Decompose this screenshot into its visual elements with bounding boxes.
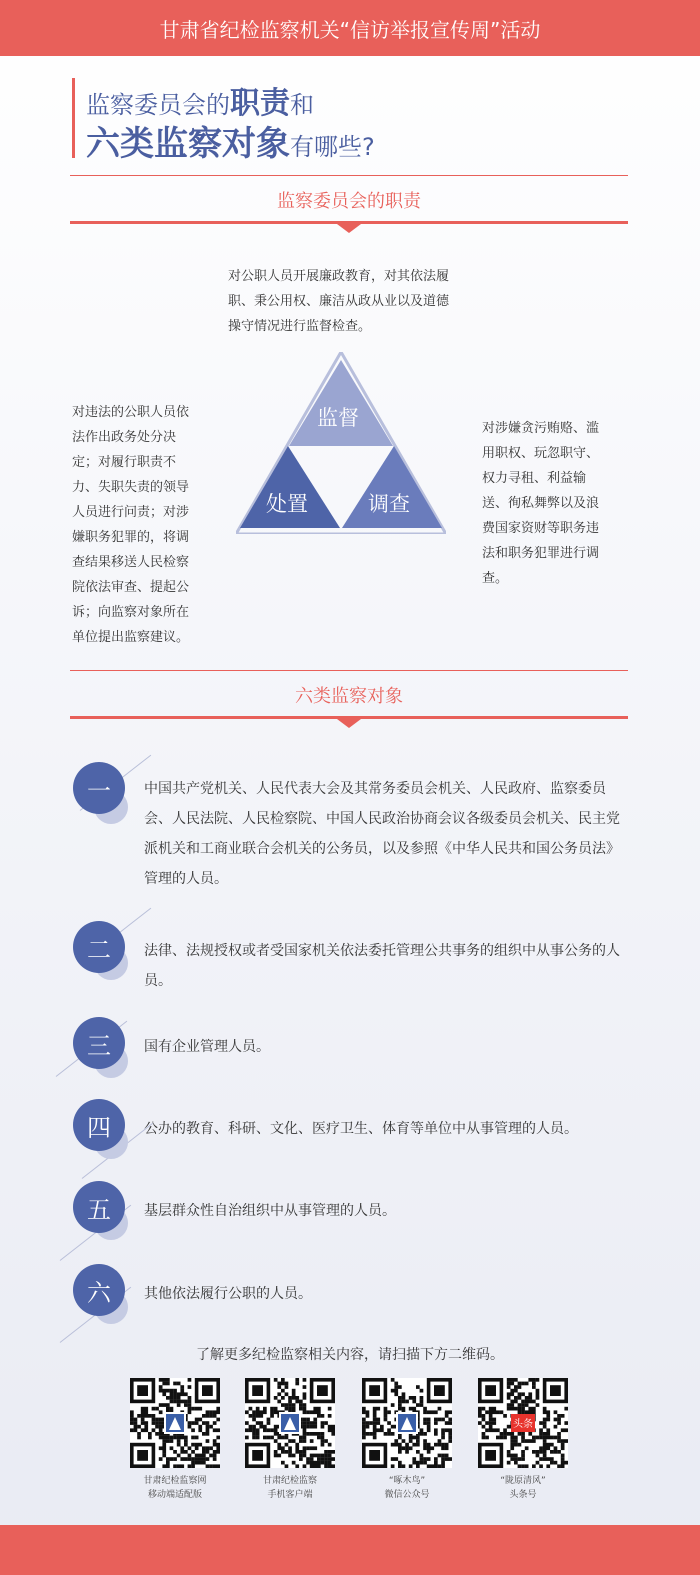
headline-accent-bar xyxy=(72,78,75,158)
item-text: 基层群众性自治组织中从事管理的人员。 xyxy=(144,1203,396,1219)
item-text: 国有企业管理人员。 xyxy=(144,1039,270,1055)
qr-caption-1 xyxy=(115,1474,235,1502)
headline-line-1-strong: 职责 xyxy=(230,86,290,121)
qr-caption-line: 甘肃纪检监察网 xyxy=(143,1476,207,1486)
headline-line-1-prefix: 监察委员会的 xyxy=(86,91,230,119)
item-text: 公办的教育、科研、文化、医疗卫生、体育等单位中从事管理的人员。 xyxy=(144,1121,578,1137)
headline-line-2-suffix: 有哪些? xyxy=(290,133,375,161)
duty-supervision-text: 对公职人员开展廉政教育，对其依法履职、秉公用权、廉洁从政从业以及道德操守情况进行监督检查。 xyxy=(228,269,450,334)
triangle-label-supervision: 监督 xyxy=(317,406,359,430)
section-title-duties: 监察委员会的职责 xyxy=(277,191,421,212)
qr-caption-2 xyxy=(230,1474,350,1502)
triangle-label-investigation: 调查 xyxy=(368,492,410,516)
duty-investigation-text: 对涉嫌贪污贿赂、滥用职权、玩忽职守、权力寻租、利益输送、徇私舞弊以及浪费国家资财等职务违法和职务犯罪进行调查。 xyxy=(482,421,600,586)
item-number-badge: 四 xyxy=(73,1099,125,1151)
section-header-objects xyxy=(70,670,628,730)
item-text: 其他依法履行公职的人员。 xyxy=(144,1286,312,1302)
svg-text:头条: 头条 xyxy=(513,1419,533,1430)
divider-line xyxy=(70,175,628,176)
top-banner xyxy=(0,0,700,56)
divider-line xyxy=(70,670,628,671)
qr-code-3[interactable] xyxy=(362,1378,452,1468)
item-text: 法律、法规授权或者受国家机关依法委托管理公共事务的组织中从事公务的人员。 xyxy=(144,943,620,989)
bottom-banner xyxy=(0,1525,700,1575)
qr-caption-line: “啄木鸟” xyxy=(388,1476,426,1486)
qr-caption-line: 头条号 xyxy=(509,1490,537,1500)
headline-line-2-strong: 六类监察对象 xyxy=(86,124,290,164)
scan-hint: 了解更多纪检监察相关内容，请扫描下方二维码。 xyxy=(196,1347,504,1363)
qr-caption-line: 移动端适配版 xyxy=(147,1490,202,1500)
item-number-badge: 一 xyxy=(73,762,125,814)
qr-code-1[interactable] xyxy=(130,1378,220,1468)
section-header-duties xyxy=(70,175,628,235)
qr-caption-4 xyxy=(463,1474,583,1502)
qr-caption-line: 微信公众号 xyxy=(384,1490,430,1500)
section-title-objects: 六类监察对象 xyxy=(295,686,403,707)
divider-notch xyxy=(337,719,361,728)
triangle-label-disposal: 处置 xyxy=(266,492,308,516)
item-number-badge: 五 xyxy=(73,1181,125,1233)
banner-title: 甘肃省纪检监察机关“信访举报宣传周”活动 xyxy=(159,17,541,42)
duty-disposal-text: 对违法的公职人员依法作出政务处分决定；对履行职责不力、失职失责的领导人员进行问责；对涉嫌职务犯罪的，将调查结果移送人民检察院依法审查、提起公诉；向监察对象所在单位提出监察建议。 xyxy=(72,405,190,645)
headline-line-1-suffix: 和 xyxy=(290,91,314,119)
item-number-badge: 三 xyxy=(73,1017,125,1069)
item-text: 中国共产党机关、人民代表大会及其常务委员会机关、人民政府、监察委员会、人民法院、人民检察院、中国人民政治协商会议各级委员会机关、民主党派机关和工商业联合会机关的公务员，以及参照《中华人民共和国公务员法》管理的人员。 xyxy=(144,781,620,887)
headline-line-2 xyxy=(86,116,375,165)
qr-caption-line: 手机客户端 xyxy=(267,1490,313,1500)
qr-caption-line: 甘肃纪检监察 xyxy=(262,1476,317,1486)
divider-notch xyxy=(337,224,361,233)
item-number-badge: 二 xyxy=(73,921,125,973)
headline xyxy=(72,78,492,164)
qr-code-2[interactable] xyxy=(245,1378,335,1468)
qr-caption-3 xyxy=(347,1474,467,1502)
qr-caption-line: “陇原清风” xyxy=(500,1476,546,1486)
qr-code-4[interactable] xyxy=(478,1378,568,1468)
item-number-badge: 六 xyxy=(73,1264,125,1316)
